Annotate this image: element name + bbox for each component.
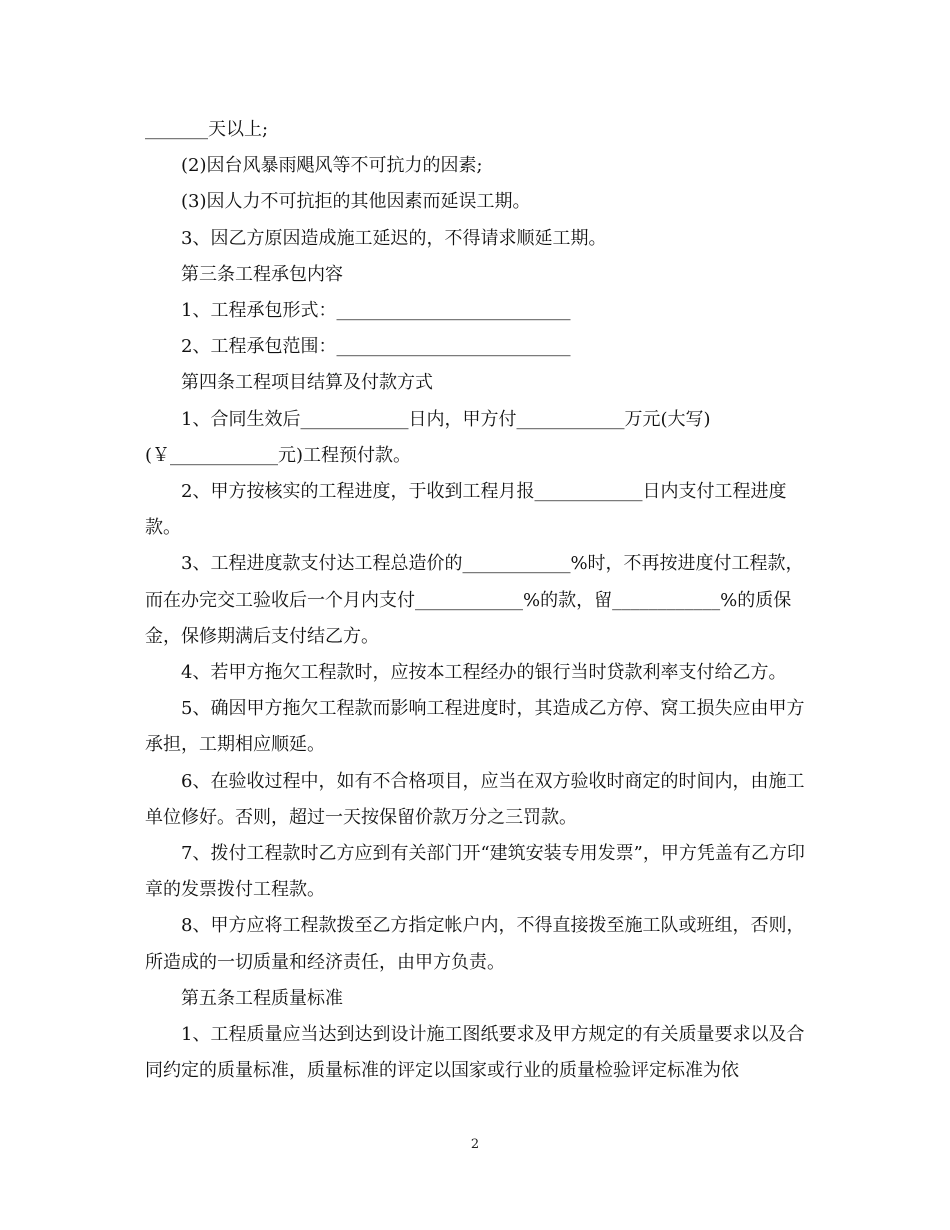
paragraph: 1、工程承包形式：__________________________ bbox=[181, 300, 571, 322]
section-heading: 第三条工程承包内容 bbox=[181, 263, 343, 285]
paragraph: 3、工程进度款支付达工程总造价的____________%时，不再按进度付工程款，而在办完交工验收后一个月内支付____________%的款，留____________%的质保金，保修期满后支付结乙方。 bbox=[145, 553, 804, 647]
page-number: 2 bbox=[470, 1137, 480, 1152]
paragraph: 1、合同生效后____________日内，甲方付____________万元(大写)(￥____________元)工程预付款。 bbox=[145, 408, 711, 466]
paragraph: 2、甲方按核实的工程进度，于收到工程月报____________日内支付工程进度款。 bbox=[145, 481, 787, 539]
paragraph: 7、拨付工程款时乙方应到有关部门开“建筑安装专用发票”，甲方凭盖有乙方印章的发票拨付工程款。 bbox=[145, 843, 805, 901]
paragraph: _______天以上; bbox=[145, 119, 269, 140]
paragraph: 5、确因甲方拖欠工程款而影响工程进度时，其造成乙方停、窝工损失应由甲方承担，工期相应顺延。 bbox=[145, 698, 805, 756]
section-heading: 第四条工程项目结算及付款方式 bbox=[181, 372, 433, 394]
paragraph: 2、工程承包范围：__________________________ bbox=[181, 336, 571, 358]
section-heading: 第五条工程质量标准 bbox=[181, 987, 343, 1009]
document-body bbox=[145, 112, 815, 1089]
paragraph: 3、因乙方原因造成施工延迟的，不得请求顺延工期。 bbox=[181, 227, 607, 249]
paragraph: 4、若甲方拖欠工程款时，应按本工程经办的银行当时贷款利率支付给乙方。 bbox=[181, 662, 787, 684]
paragraph: (2)因台风暴雨飓风等不可抗力的因素; bbox=[181, 155, 483, 177]
paragraph: (3)因人力不可抗拒的其他因素而延误工期。 bbox=[181, 191, 531, 213]
paragraph: 8、甲方应将工程款拨至乙方指定帐户内，不得直接拨至施工队或班组，否则，所造成的一切质量和经济责任，由甲方负责。 bbox=[145, 915, 805, 973]
paragraph: 1、工程质量应当达到达到设计施工图纸要求及甲方规定的有关质量要求以及合同约定的质量标准，质量标准的评定以国家或行业的质量检验评定标准为依 bbox=[145, 1024, 805, 1082]
paragraph: 6、在验收过程中，如有不合格项目，应当在双方验收时商定的时间内，由施工单位修好。否则，超过一天按保留价款万分之三罚款。 bbox=[145, 770, 805, 828]
